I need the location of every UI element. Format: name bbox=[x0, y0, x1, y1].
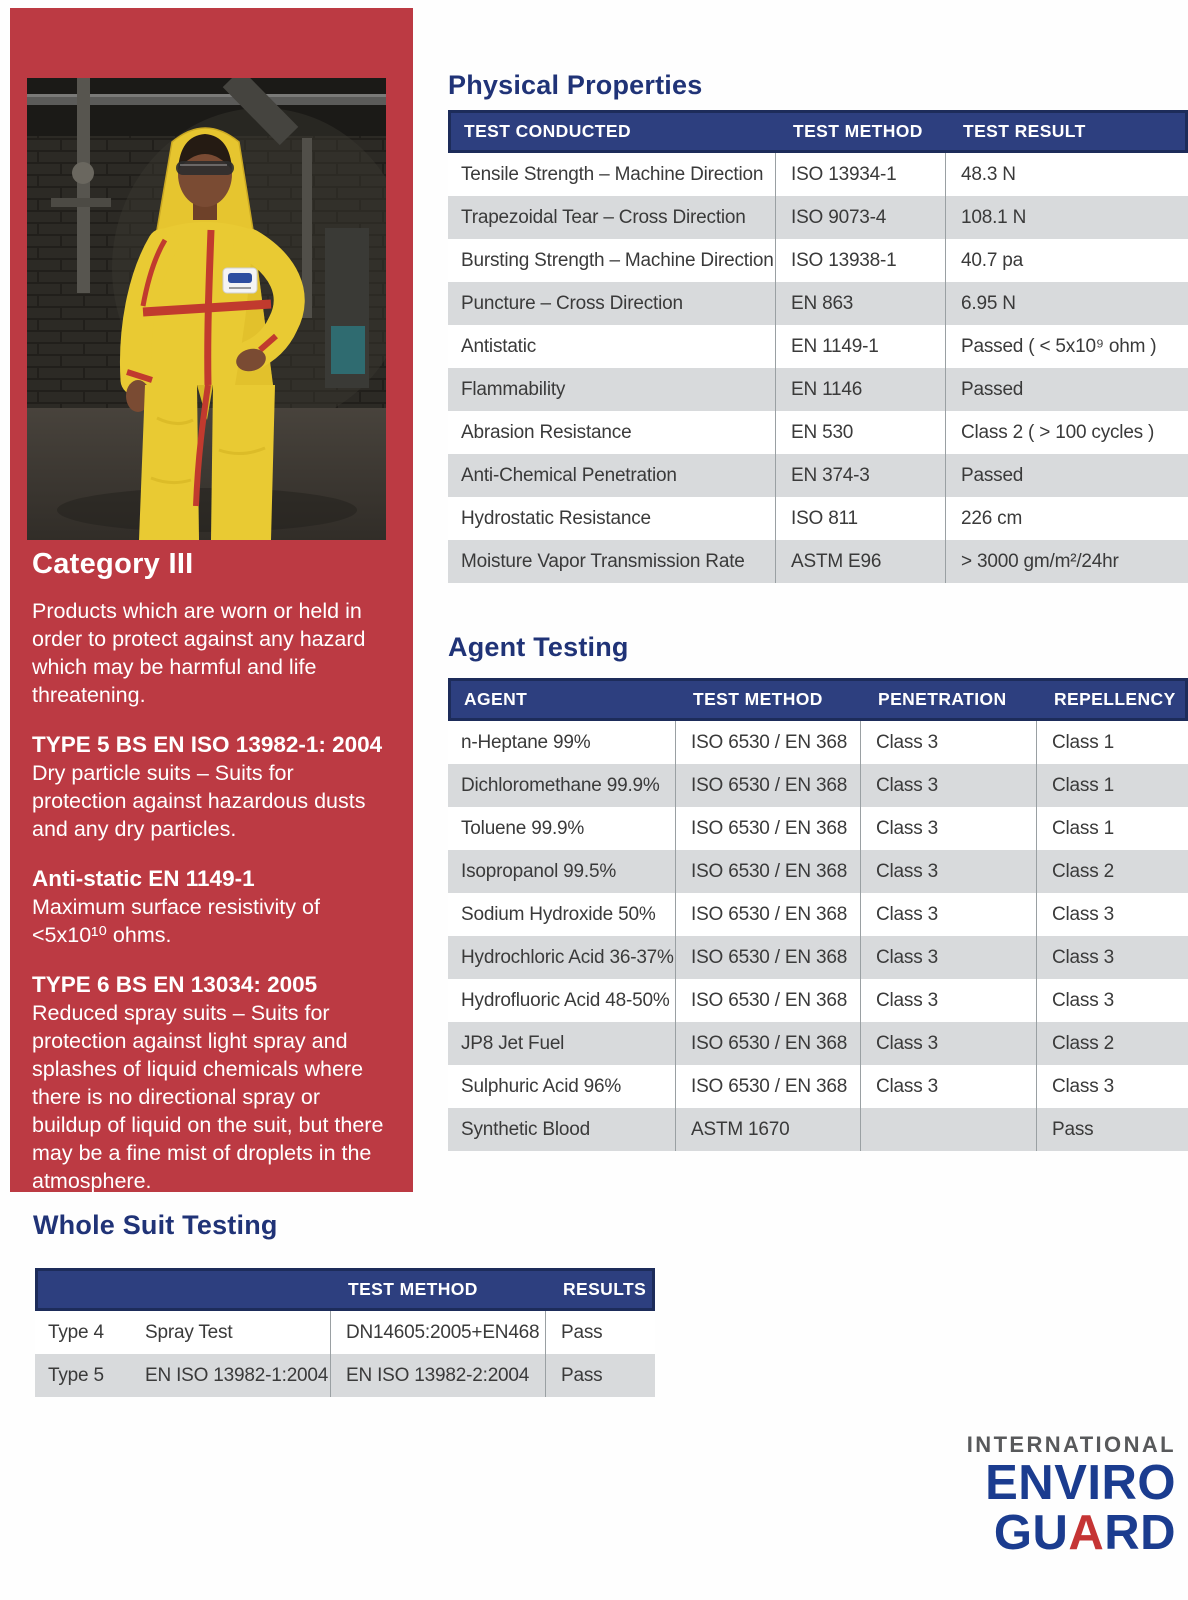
type5-heading: TYPE 5 BS EN ISO 13982-1: 2004 bbox=[32, 732, 383, 757]
test-result-cell: > 3000 gm/m²/24hr bbox=[945, 540, 1188, 583]
table-row bbox=[448, 721, 1188, 764]
test-result-cell: 108.1 N bbox=[945, 196, 1188, 239]
physical-properties-title: Physical Properties bbox=[448, 70, 703, 100]
test-name-cell: EN ISO 13982-1:2004 bbox=[145, 1364, 329, 1386]
logo-enviro: ENVIRO bbox=[985, 1456, 1176, 1510]
test-result-cell: 40.7 pa bbox=[945, 239, 1188, 282]
antistatic-text: Maximum surface resistivity of <5x10¹⁰ ohms. bbox=[32, 895, 320, 947]
test-method-cell: ISO 6530 / EN 368 bbox=[675, 850, 860, 893]
test-method-cell: ISO 6530 / EN 368 bbox=[675, 764, 860, 807]
test-method-cell: EN 1149-1 bbox=[775, 325, 945, 368]
test-method-cell: ISO 6530 / EN 368 bbox=[675, 807, 860, 850]
test-conducted-cell: Trapezoidal Tear – Cross Direction bbox=[461, 206, 746, 228]
logo-guard-red-a: A bbox=[1068, 1506, 1105, 1560]
column-header: TEST RESULT bbox=[963, 121, 1086, 141]
test-result-cell: 226 cm bbox=[945, 497, 1188, 540]
column-header: TEST METHOD bbox=[693, 689, 823, 709]
table-row bbox=[448, 764, 1188, 807]
physical-properties-body bbox=[448, 153, 1188, 583]
test-method-cell: ISO 6530 / EN 368 bbox=[675, 1022, 860, 1065]
test-method-cell: DN14605:2005+EN468 bbox=[330, 1311, 545, 1354]
agent-cell: Dichloromethane 99.9% bbox=[461, 774, 660, 796]
table-row bbox=[448, 1108, 1188, 1151]
penetration-cell: Class 3 bbox=[860, 764, 1036, 807]
test-result-cell: Class 2 ( > 100 cycles ) bbox=[945, 411, 1188, 454]
repellency-cell: Class 3 bbox=[1036, 893, 1188, 936]
test-method-cell: ISO 9073-4 bbox=[775, 196, 945, 239]
whole-suit-testing-title: Whole Suit Testing bbox=[33, 1210, 278, 1240]
column-header: TEST METHOD bbox=[348, 1279, 478, 1299]
result-cell: Pass bbox=[545, 1354, 655, 1397]
test-result-cell: Passed bbox=[945, 454, 1188, 497]
agent-cell: Isopropanol 99.5% bbox=[461, 860, 617, 882]
column-header: TEST METHOD bbox=[793, 121, 923, 141]
test-method-cell: ASTM 1670 bbox=[675, 1108, 860, 1151]
penetration-cell: Class 3 bbox=[860, 850, 1036, 893]
table-row bbox=[448, 239, 1188, 282]
test-conducted-cell: Puncture – Cross Direction bbox=[461, 292, 683, 314]
column-header bbox=[133, 1271, 333, 1308]
column-header bbox=[38, 1271, 133, 1308]
test-conducted-cell: Antistatic bbox=[461, 335, 537, 357]
test-method-cell: EN 530 bbox=[775, 411, 945, 454]
category-description: Products which are worn or held in order to protect against any hazard which may be harmful and life threatening. bbox=[32, 599, 366, 707]
test-method-cell: ASTM E96 bbox=[775, 540, 945, 583]
test-method-cell: ISO 6530 / EN 368 bbox=[675, 1065, 860, 1108]
test-method-cell: ISO 13934-1 bbox=[775, 153, 945, 196]
logo-international: INTERNATIONAL bbox=[966, 1432, 1176, 1457]
repellency-cell: Class 3 bbox=[1036, 936, 1188, 979]
penetration-cell: Class 3 bbox=[860, 893, 1036, 936]
column-header: TEST CONDUCTED bbox=[464, 121, 631, 141]
repellency-cell: Pass bbox=[1036, 1108, 1188, 1151]
test-result-cell: Passed bbox=[945, 368, 1188, 411]
physical-properties-table bbox=[448, 110, 1188, 583]
repellency-cell: Class 3 bbox=[1036, 979, 1188, 1022]
type5-text: Dry particle suits – Suits for protection against hazardous dusts and any dry particles. bbox=[32, 761, 366, 841]
agent-cell: Toluene 99.9% bbox=[461, 817, 585, 839]
whole-suit-body bbox=[35, 1311, 655, 1397]
penetration-cell: Class 3 bbox=[860, 979, 1036, 1022]
table-row bbox=[448, 893, 1188, 936]
test-conducted-cell: Hydrostatic Resistance bbox=[461, 507, 651, 529]
product-photo bbox=[27, 78, 386, 540]
table-row bbox=[448, 979, 1188, 1022]
test-method-cell: EN ISO 13982-2:2004 bbox=[330, 1354, 545, 1397]
test-method-cell: ISO 6530 / EN 368 bbox=[675, 979, 860, 1022]
agent-cell: JP8 Jet Fuel bbox=[461, 1032, 565, 1054]
test-result-cell: 6.95 N bbox=[945, 282, 1188, 325]
penetration-cell: Class 3 bbox=[860, 936, 1036, 979]
repellency-cell: Class 1 bbox=[1036, 764, 1188, 807]
table-row bbox=[448, 325, 1188, 368]
agent-cell: Sulphuric Acid 96% bbox=[461, 1075, 622, 1097]
table-row bbox=[448, 1022, 1188, 1065]
brand-logo bbox=[967, 1432, 1176, 1558]
column-header: RESULTS bbox=[563, 1279, 647, 1299]
table-row bbox=[448, 282, 1188, 325]
table-row bbox=[35, 1354, 655, 1397]
type6-text: Reduced spray suits – Suits for protection against light spray and splashes of liquid chemicals where there is no directional spray or buildup of liquid on the suit, but there may be a fine mist of droplets in the atmosphere. bbox=[32, 1001, 384, 1193]
type6-heading: TYPE 6 BS EN 13034: 2005 bbox=[32, 972, 318, 997]
test-conducted-cell: Tensile Strength – Machine Direction bbox=[461, 163, 764, 185]
repellency-cell: Class 3 bbox=[1036, 1065, 1188, 1108]
table-row bbox=[448, 807, 1188, 850]
agent-testing-body bbox=[448, 721, 1188, 1151]
agent-cell: Synthetic Blood bbox=[461, 1118, 591, 1140]
type-cell: Type 5 bbox=[48, 1364, 104, 1386]
test-method-cell: EN 374-3 bbox=[775, 454, 945, 497]
table-row bbox=[448, 497, 1188, 540]
whole-suit-header-row bbox=[35, 1268, 655, 1311]
table-row bbox=[448, 540, 1188, 583]
test-name-cell: Spray Test bbox=[145, 1321, 233, 1343]
penetration-cell: Class 3 bbox=[860, 721, 1036, 764]
table-row bbox=[448, 411, 1188, 454]
test-method-cell: ISO 6530 / EN 368 bbox=[675, 893, 860, 936]
test-result-cell: Passed ( < 5x10⁹ ohm ) bbox=[945, 325, 1188, 368]
test-method-cell: EN 1146 bbox=[775, 368, 945, 411]
table-row bbox=[448, 153, 1188, 196]
test-result-cell: 48.3 N bbox=[945, 153, 1188, 196]
result-cell: Pass bbox=[545, 1311, 655, 1354]
whole-suit-testing-table bbox=[35, 1268, 655, 1397]
repellency-cell: Class 1 bbox=[1036, 807, 1188, 850]
agent-cell: n-Heptane 99% bbox=[461, 731, 591, 753]
test-conducted-cell: Abrasion Resistance bbox=[461, 421, 632, 443]
agent-testing-header-row bbox=[448, 678, 1188, 721]
penetration-cell: Class 3 bbox=[860, 807, 1036, 850]
test-conducted-cell: Moisture Vapor Transmission Rate bbox=[461, 550, 745, 572]
antistatic-heading: Anti-static EN 1149-1 bbox=[32, 866, 255, 891]
worker-in-coverall-photo bbox=[27, 78, 386, 540]
repellency-cell: Class 1 bbox=[1036, 721, 1188, 764]
repellency-cell: Class 2 bbox=[1036, 1022, 1188, 1065]
agent-cell: Hydrofluoric Acid 48-50% bbox=[461, 989, 670, 1011]
agent-cell: Hydrochloric Acid 36-37% bbox=[461, 946, 674, 968]
logo-guard: GUARD bbox=[993, 1506, 1176, 1560]
agent-cell: Sodium Hydroxide 50% bbox=[461, 903, 656, 925]
table-row bbox=[448, 936, 1188, 979]
category-panel bbox=[10, 8, 413, 1192]
repellency-cell: Class 2 bbox=[1036, 850, 1188, 893]
category-copy bbox=[32, 548, 393, 1217]
penetration-cell: Class 3 bbox=[860, 1022, 1036, 1065]
table-row bbox=[448, 196, 1188, 239]
column-header: REPELLENCY bbox=[1054, 689, 1176, 709]
table-row bbox=[448, 454, 1188, 497]
test-conducted-cell: Flammability bbox=[461, 378, 566, 400]
test-conducted-cell: Anti-Chemical Penetration bbox=[461, 464, 677, 486]
agent-testing-table bbox=[448, 678, 1188, 1151]
penetration-cell: Class 3 bbox=[860, 1065, 1036, 1108]
type-cell: Type 4 bbox=[48, 1321, 104, 1343]
test-method-cell: ISO 6530 / EN 368 bbox=[675, 936, 860, 979]
table-row bbox=[448, 1065, 1188, 1108]
table-row bbox=[35, 1311, 655, 1354]
table-row bbox=[448, 368, 1188, 411]
test-conducted-cell: Bursting Strength – Machine Direction bbox=[461, 249, 774, 271]
physical-properties-header-row bbox=[448, 110, 1188, 153]
test-method-cell: ISO 6530 / EN 368 bbox=[675, 721, 860, 764]
penetration-cell bbox=[860, 1108, 1036, 1151]
test-method-cell: EN 863 bbox=[775, 282, 945, 325]
test-method-cell: ISO 13938-1 bbox=[775, 239, 945, 282]
category-title: Category III bbox=[32, 548, 194, 580]
column-header: AGENT bbox=[464, 689, 528, 709]
table-row bbox=[448, 850, 1188, 893]
agent-testing-title: Agent Testing bbox=[448, 632, 629, 662]
test-method-cell: ISO 811 bbox=[775, 497, 945, 540]
column-header: PENETRATION bbox=[878, 689, 1007, 709]
